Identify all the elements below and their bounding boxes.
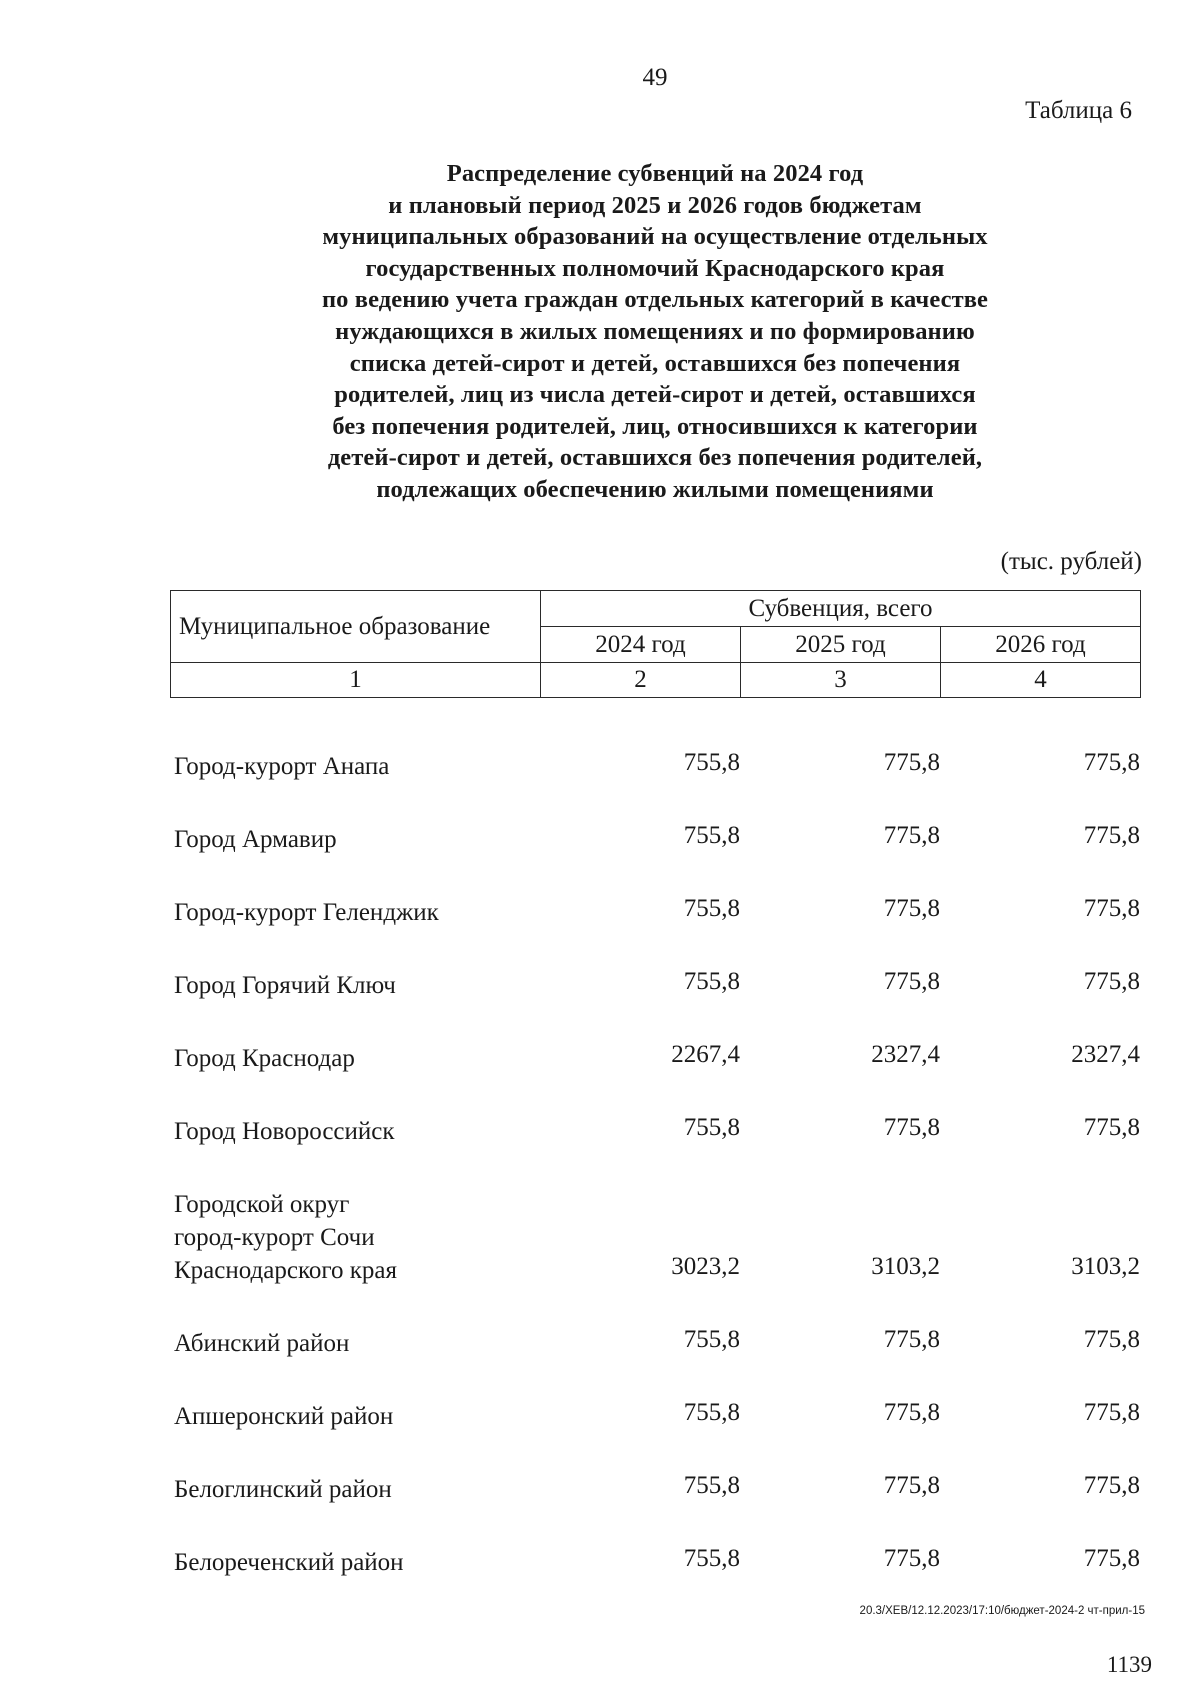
title-line: родителей, лиц из числа детей-сирот и детей, оставшихся	[334, 381, 976, 409]
value-2025: 775,8	[883, 1326, 940, 1353]
value-2026: 2327,4	[1071, 1041, 1140, 1068]
title-line: Распределение субвенций на 2024 год	[446, 160, 864, 187]
table-row	[174, 710, 1144, 783]
municipality-name-line: Город Горячий Ключ	[174, 972, 396, 999]
value-2025: 775,8	[883, 1399, 940, 1426]
value-2024: 755,8	[683, 895, 740, 922]
value-2024: 2267,4	[671, 1041, 740, 1068]
value-2024: 755,8	[683, 1472, 740, 1499]
header-subvention-total: Субвенция, всего	[541, 591, 1141, 627]
value-2024: 755,8	[683, 968, 740, 995]
municipality-name-line: Белоглинский район	[174, 1476, 392, 1503]
table-row	[174, 929, 1144, 1002]
title-line: по ведению учета граждан отдельных категорий в качестве	[321, 286, 989, 314]
municipality-name	[174, 823, 534, 856]
table-row	[174, 783, 1144, 856]
units-label: (тыс. рублей)	[1000, 548, 1142, 575]
value-2026: 775,8	[1083, 1472, 1140, 1499]
municipality-name-line: Город Новороссийск	[174, 1118, 395, 1145]
municipality-name-line: Белореченский район	[174, 1549, 404, 1576]
value-2025: 775,8	[883, 968, 940, 995]
table-row	[174, 1506, 1144, 1579]
value-2024: 3023,2	[671, 1253, 740, 1280]
table-label: Таблица 6	[1025, 97, 1132, 124]
municipality-name-line: Город Краснодар	[174, 1045, 355, 1072]
value-2024: 755,8	[683, 1326, 740, 1353]
value-2025: 2327,4	[871, 1041, 940, 1068]
municipality-name	[174, 1115, 534, 1148]
column-number: 4	[941, 663, 1141, 698]
municipality-name	[174, 750, 534, 783]
municipality-name-line: Город-курорт Геленджик	[174, 899, 439, 926]
column-number: 1	[171, 663, 541, 698]
document-title	[240, 158, 1070, 506]
municipality-name-line: Абинский район	[174, 1330, 350, 1357]
value-2024: 755,8	[683, 1114, 740, 1141]
value-2024: 755,8	[683, 749, 740, 776]
value-2024: 755,8	[683, 1545, 740, 1572]
column-number: 3	[741, 663, 941, 698]
table-row	[174, 1148, 1144, 1287]
value-2026: 775,8	[1083, 1399, 1140, 1426]
value-2025: 775,8	[883, 749, 940, 776]
title-line: без попечения родителей, лиц, относившихся к категории	[332, 412, 978, 440]
municipality-name	[174, 1400, 534, 1433]
value-2025: 775,8	[883, 1114, 940, 1141]
municipality-name	[174, 969, 534, 1002]
column-number: 2	[541, 663, 741, 698]
value-2026: 775,8	[1083, 1326, 1140, 1353]
value-2026: 775,8	[1083, 895, 1140, 922]
municipality-name	[174, 1042, 534, 1075]
value-2026: 775,8	[1083, 822, 1140, 849]
municipality-name-line: Апшеронский район	[174, 1403, 394, 1430]
table-header	[170, 590, 1141, 698]
header-municipality: Муниципальное образование	[171, 591, 541, 663]
table-body	[174, 710, 1144, 1579]
sheet-number: 1139	[1106, 1652, 1152, 1677]
table-row	[174, 1075, 1144, 1148]
value-2026: 775,8	[1083, 1545, 1140, 1572]
header-year-2026: 2026 год	[941, 627, 1141, 663]
title-line: подлежащих обеспечению жилыми помещениями	[376, 475, 934, 503]
municipality-name	[174, 1327, 534, 1360]
municipality-name-line: Город Армавир	[174, 826, 337, 853]
title-line: муниципальных образований на осуществление отдельных	[322, 223, 988, 251]
table-row	[174, 856, 1144, 929]
title-line: детей-сирот и детей, оставшихся без попечения родителей,	[327, 444, 983, 472]
municipality-name-line: Краснодарского края	[174, 1257, 397, 1284]
value-2024: 755,8	[683, 1399, 740, 1426]
title-line: и плановый период 2025 и 2026 годов бюджетам	[388, 191, 922, 219]
table-row	[174, 1002, 1144, 1075]
municipality-name-line: город-курорт Сочи	[174, 1224, 375, 1251]
municipality-name	[174, 1188, 534, 1287]
header-year-2024: 2024 год	[541, 627, 741, 663]
value-2024: 755,8	[683, 822, 740, 849]
value-2026: 775,8	[1083, 968, 1140, 995]
value-2025: 3103,2	[871, 1253, 940, 1280]
municipality-name-line: Городской округ	[174, 1191, 350, 1218]
value-2025: 775,8	[883, 895, 940, 922]
value-2025: 775,8	[883, 1545, 940, 1572]
municipality-name	[174, 896, 534, 929]
value-2026: 3103,2	[1071, 1253, 1140, 1280]
municipality-name	[174, 1473, 534, 1506]
title-line: списка детей-сирот и детей, оставшихся без попечения	[349, 349, 961, 377]
title-line: нуждающихся в жилых помещениях и по формированию	[335, 317, 975, 345]
municipality-name	[174, 1546, 534, 1579]
header-year-2025: 2025 год	[741, 627, 941, 663]
table-row	[174, 1433, 1144, 1506]
value-2026: 775,8	[1083, 1114, 1140, 1141]
page-number: 49	[642, 64, 668, 91]
title-line: государственных полномочий Краснодарского края	[365, 254, 945, 282]
table-row	[174, 1360, 1144, 1433]
value-2025: 775,8	[883, 1472, 940, 1499]
value-2025: 775,8	[883, 822, 940, 849]
value-2026: 775,8	[1083, 749, 1140, 776]
municipality-name-line: Город-курорт Анапа	[174, 753, 390, 780]
footer-document-code: 20.3/ХЕВ/12.12.2023/17:10/бюджет-2024-2 чт-прил-15	[859, 1605, 1145, 1617]
table-row	[174, 1287, 1144, 1360]
